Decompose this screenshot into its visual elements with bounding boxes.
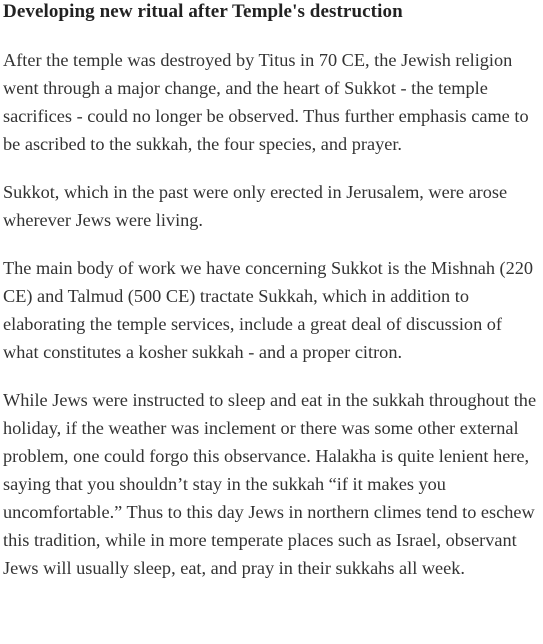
paragraph-temple-destruction: After the temple was destroyed by Titus in 70 CE, the Jewish religion went through a major change, and the heart of Sukkot - the temple sacrifices - could no longer be observed. Thus further emphasis came to be ascribed to the sukkah, the four species, and prayer. bbox=[3, 50, 529, 154]
paragraph-mishnah-talmud: The main body of work we have concerning Sukkot is the Mishnah (220 CE) and Talmud (500 CE) tractate Sukkah, which in addition to elaborating the temple services, include a great deal of discussion of what constitutes a kosher sukkah - and a proper citron. bbox=[3, 258, 534, 362]
section-heading: Developing new ritual after Temple's destruction bbox=[3, 1, 403, 22]
paragraph-sleeping-in-sukkah: While Jews were instructed to sleep and eat in the sukkah throughout the holiday, if the weather was inclement or there was some other external problem, one could forgo this observance. Halakha is quite lenient here, saying that you shouldn’t stay in the sukkah “if it makes you uncomfortable.” Thus to this day Jews in northern climes tend to eschew this tradition, while in more temperate places such as Israel, observant Jews will usually sleep, eat, and pray in their sukkahs all week. bbox=[3, 390, 537, 578]
paragraph-sukkot-spread: Sukkot, which in the past were only erected in Jerusalem, were arose wherever Jews were living. bbox=[3, 182, 508, 230]
